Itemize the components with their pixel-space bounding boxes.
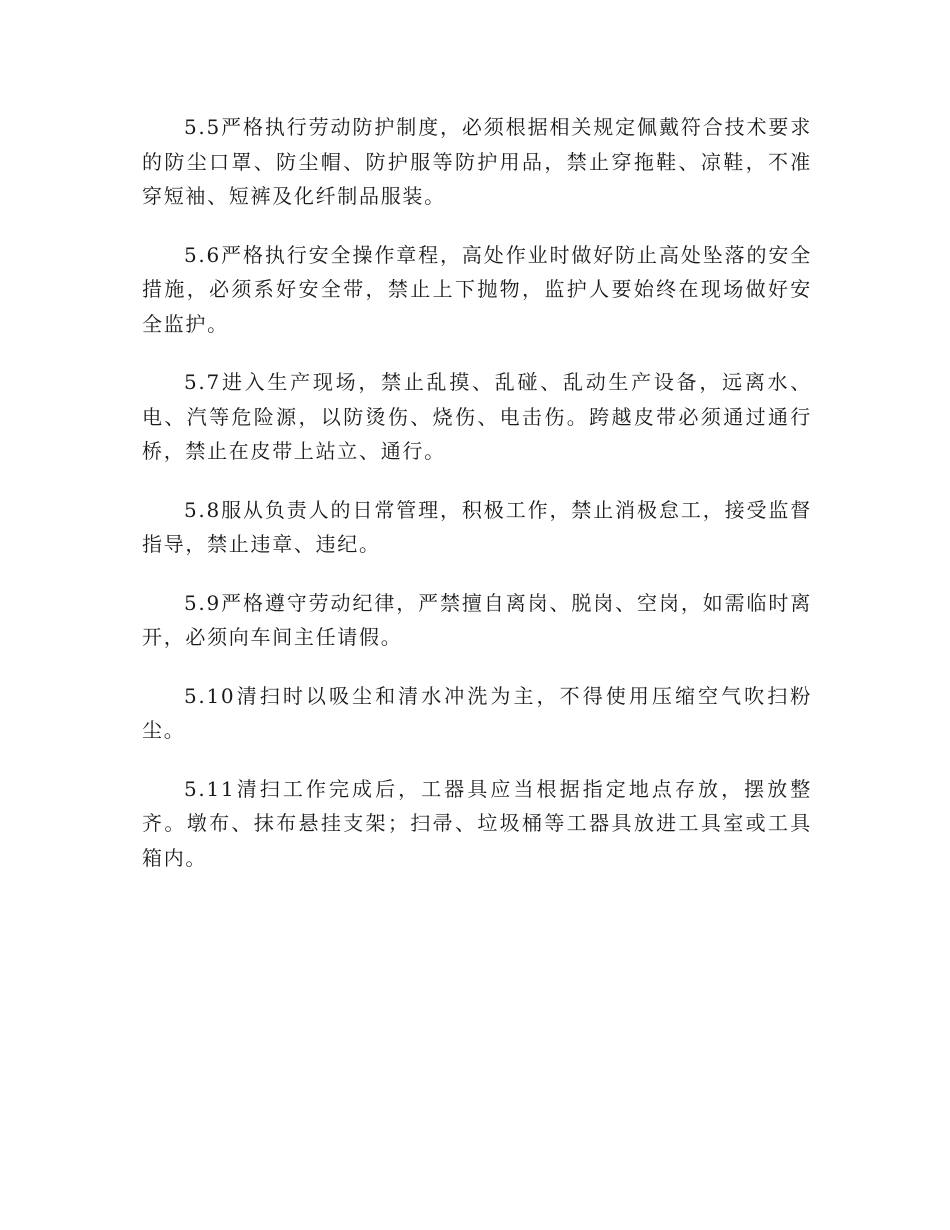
clause-5-7: 5.7进入生产现场，禁止乱摸、乱碰、乱动生产设备，远离水、电、汽等危险源，以防烫伤、烧伤、电击伤。跨越皮带必须通过通行桥，禁止在皮带上站立、通行。 bbox=[142, 370, 812, 463]
clause-5-8: 5.8服从负责人的日常管理，积极工作，禁止消极怠工，接受监督指导，禁止违章、违纪。 bbox=[142, 497, 812, 556]
clause-5-6: 5.6严格执行安全操作章程，高处作业时做好防止高处坠落的安全措施，必须系好安全带，禁止上下抛物，监护人要始终在现场做好安全监护。 bbox=[142, 242, 812, 336]
clause-5-5: 5.5严格执行劳动防护制度，必须根据相关规定佩戴符合技术要求的防尘口罩、防尘帽、防护服等防护用品，禁止穿拖鞋、凉鞋，不准穿短袖、短裤及化纤制品服装。 bbox=[142, 115, 812, 208]
clause-5-9: 5.9严格遵守劳动纪律，严禁擅自离岗、脱岗、空岗，如需临时离开，必须向车间主任请假。 bbox=[142, 590, 812, 649]
clause-5-10: 5.10清扫时以吸尘和清水冲洗为主，不得使用压缩空气吹扫粉尘。 bbox=[142, 683, 812, 742]
clause-5-11: 5.11清扫工作完成后，工器具应当根据指定地点存放，摆放整齐。墩布、抹布悬挂支架；扫帚、垃圾桶等工器具放进工具室或工具箱内。 bbox=[142, 776, 812, 870]
document-page bbox=[142, 110, 812, 899]
